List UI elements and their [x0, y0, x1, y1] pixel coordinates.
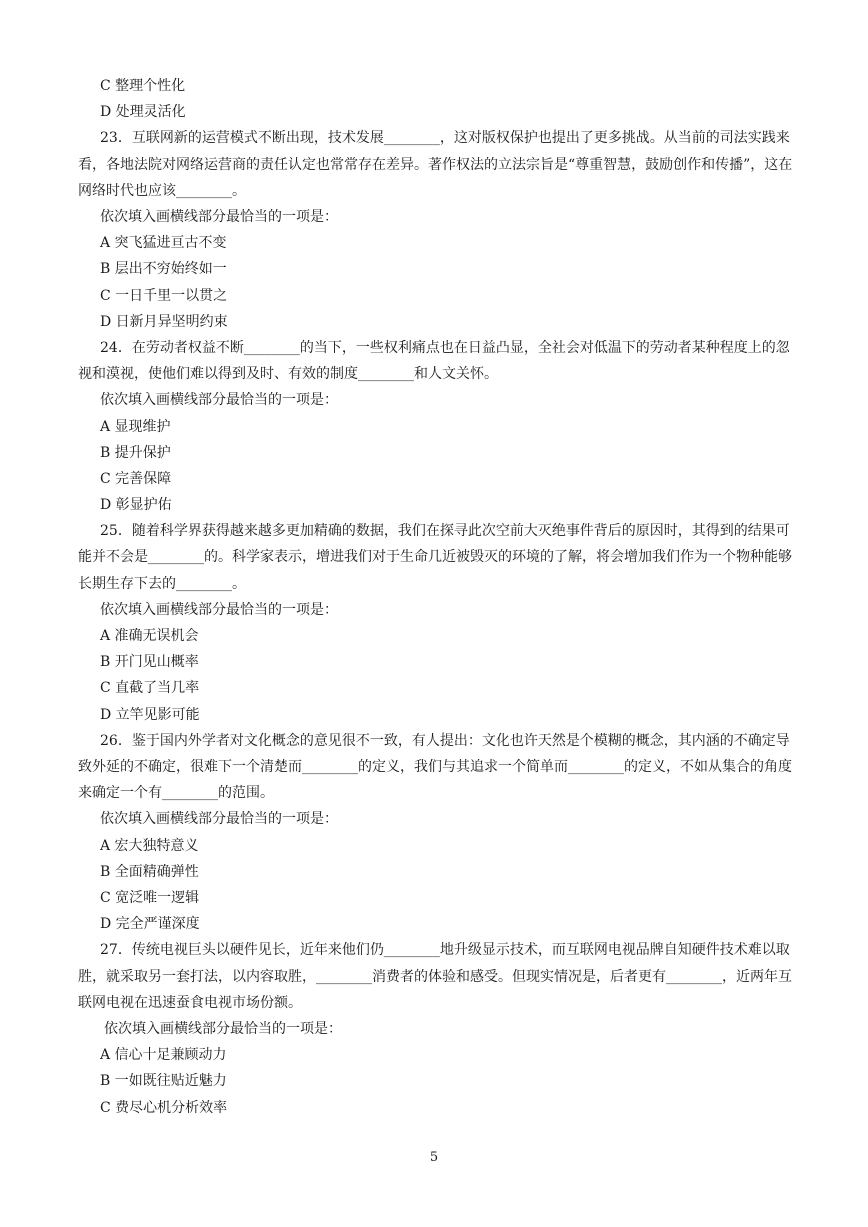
q23-option-d: D 日新月异坚明约束 [100, 313, 228, 330]
q23-option-b: B 层出不穷始终如一 [100, 261, 227, 278]
q24-option-b: B 提升保护 [100, 444, 171, 461]
q26-option-b: B 全面精确弹性 [100, 863, 199, 880]
q23-option-c: C 一日千里一以贯之 [100, 287, 228, 304]
q22-option-d: D 处理灵活化 [100, 104, 186, 121]
q26-stem: 26．鉴于国内外学者对文化概念的意见很不一致，有人提出：文化也许天然是个模糊的概念，其内涵的不确定导致外延的不确定，很难下一个清楚而________的定义，我们与其追求一个简单而________的定义，不如从集合的角度来确定一个有________的范围。 [78, 732, 792, 802]
q27-option-a: A 信心十足兼顾动力 [100, 1047, 227, 1064]
q26-option-c: C 宽泛唯一逻辑 [100, 889, 200, 906]
q24-option-a: A 显现维护 [100, 418, 171, 435]
page-content [78, 73, 798, 1121]
q25-option-a: A 准确无误机会 [100, 628, 199, 645]
q23-instruction: 依次填入画横线部分最恰当的一项是： [100, 208, 338, 225]
q25-option-c: C 直截了当几率 [100, 680, 200, 697]
q26-instruction: 依次填入画横线部分最恰当的一项是： [100, 811, 338, 828]
q27-option-c: C 费尽心机分析效率 [100, 1099, 228, 1116]
q23-stem: 23．互联网新的运营模式不断出现，技术发展________，这对版权保护也提出了更多挑战。从当前的司法实践来看，各地法院对网络运营商的责任认定也常常存在差异。著作权法的立法宗旨是“尊重智慧，鼓励创作和传播”，这在网络时代也应该________。 [78, 130, 793, 199]
q23-option-a: A 突飞猛进亘古不变 [100, 235, 227, 252]
q26-option-d: D 完全严谨深度 [100, 916, 200, 933]
q26-option-a: A 宏大独特意义 [100, 837, 199, 854]
q25-instruction: 依次填入画横线部分最恰当的一项是： [100, 601, 338, 618]
q22-option-c: C 整理个性化 [100, 78, 186, 94]
q25-stem: 25．随着科学界获得越来越多更加精确的数据，我们在探寻此次空前大灭绝事件背后的原因时，其得到的结果可能并不会是________的。科学家表示，增进我们对于生命几近被毁灭的环境的了解，将会增加我们作为一个物种能够长期生存下去的________。 [78, 523, 792, 592]
q24-instruction: 依次填入画横线部分最恰当的一项是： [100, 392, 338, 409]
q24-option-d: D 彰显护佑 [100, 497, 172, 514]
q25-option-b: B 开门见山概率 [100, 654, 199, 671]
q24-stem: 24．在劳动者权益不断________的当下，一些权利痛点也在日益凸显，全社会对低温下的劳动者某种程度上的忽视和漠视，使他们难以得到及时、有效的制度________和人文关怀。 [78, 339, 790, 383]
q24-option-c: C 完善保障 [100, 470, 172, 487]
page-number: 5 [429, 1150, 439, 1165]
q27-option-b: B 一如既往贴近魅力 [100, 1073, 227, 1090]
q27-instruction: 依次填入画横线部分最恰当的一项是： [104, 1020, 342, 1037]
q25-option-d: D 立竿见影可能 [100, 706, 200, 723]
q27-stem: 27．传统电视巨头以硬件见长，近年来他们仍________地升级显示技术，而互联网电视品牌自知硬件技术难以取胜，就采取另一套打法，以内容取胜，________消费者的体验和感受。但现实情况是，后者更有________，近两年互联网电视在迅速蚕食电视市场份额。 [78, 942, 792, 1011]
